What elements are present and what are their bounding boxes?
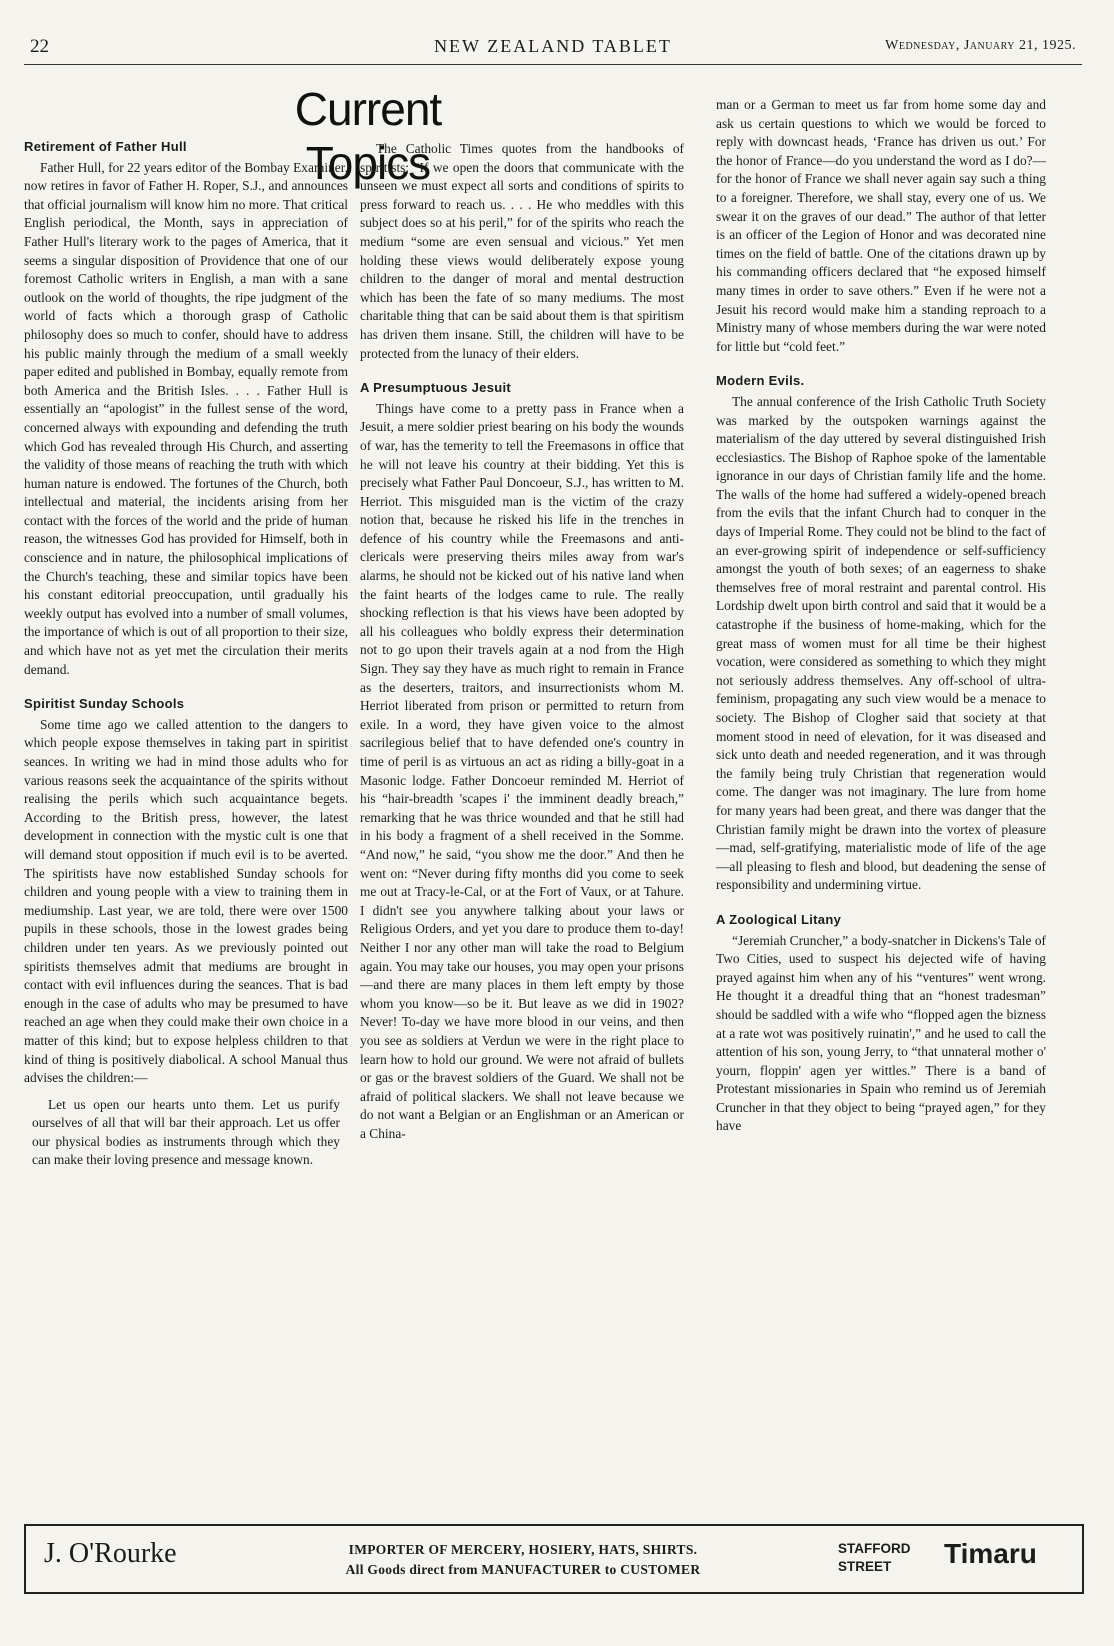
advertisement-line-2: All Goods direct from MANUFACTURER to CUSTOMER: [345, 1562, 701, 1577]
section-title: Current Topics: [294, 83, 442, 189]
article-body-litany: “Jeremiah Cruncher,” a body-snatcher in Dickens's Tale of Two Cities, used to suspect his dejected wife of having prayed against him when any of his “ventures” went wrong. He thought it a dreadful thing that an “honest tradesman” should be saddled with a wife who “flopped agen the bizness at a rate wot was positively ruinatin',” and he used to call the attention of his son, young Jerry, to “that unnateral mother o' yourn, floppin' agen yer wittles.” There is a band of Protestant missionaries in Spain who remind us of Jeremiah Cruncher in that they object to being “prayed agen,” for they have: [716, 932, 1046, 1134]
street-line-2: STREET: [838, 1559, 892, 1574]
article-body-spiritist-cont: The Catholic Times quotes from the handbooks of spiritists: “If we open the doors that communicate with the unseen we must expect all sorts and conditions of spirits to press forward to reach us. . . . He who meddles with this subject does so at his peril,” for of the spirits who reach the medium “some are even sensual and vicious.” Yet men holding these views would deliberately expose young children to the danger of moral and mental destruction which has been the fate of so many mediums. The most charitable thing that can be said about them is that spiritism has driven them insane. Still, the children will have to be protected from the lunacy of their elders.: [360, 141, 684, 361]
advertisement-city: Timaru: [944, 1538, 1037, 1569]
column-2: [360, 140, 684, 1143]
article-heading-hull: Retirement of Father Hull: [24, 139, 187, 154]
article-body-jesuit-cont: man or a German to meet us far from home some day and ask us certain questions to which we would be forced to reply with downcast heads, ‘France has driven us out.’ For the honor of France—do you understand the word as I do?—for the honor of France we shall never again say such a thing to a foreigner. Therefore, we shall stay, every one of us. We swear it on the graves of our dead.” The author of that letter is an officer of the Legion of Honor and was decorated nine times on the field of battle. One of the citations drawn up by his commanding officers declared that “he exposed himself many times in order to save others.” Even if he were not a Jesuit his record would make him a standing reproach to a Ministry many of whose members during the war were noted for little but “cold feet.”: [716, 97, 1046, 354]
street-line-1: STAFFORD: [838, 1541, 911, 1556]
article-body-spiritist: Some time ago we called attention to the dangers to which people expose themselves in taking part in spiritist seances. In writing we had in mind those adults who for various reasons seek the acquaintance of the spirits without realising the perils which such acquaintance begets. According to the British press, however, the latest development in connection with the mystic cult is one that will demand stout opposition if much evil is to be averted. The spiritists have now established Sunday schools for children and young people with a view to training them in mediumship. Last year, we are told, there were over 1500 pupils in these schools, those in the lowest grades being children under ten years. As we previously pointed out spiritists themselves admit that mediums are brought in contact with evil influences during the seances. That is bad enough in the case of adults who may be presumed to have reached an age when they could make their own choice in a matter of this kind; but to expose helpless children to that kind of thing is positively diabolical. A school Manual thus advises the children:—: [24, 716, 348, 1086]
article-heading-modern: Modern Evils.: [716, 373, 805, 389]
column-1: [24, 138, 348, 1170]
advertisement-box: [24, 1524, 1084, 1594]
article-body-jesuit: Things have come to a pretty pass in France when a Jesuit, a mere soldier priest bearing on his body the wounds of war, has the temerity to tell the Freemasons in office that he will not leave his country at their bidding. Yet this is precisely what Father Paul Doncoeur, S.J., has written to M. Herriot. This misguided man is the victim of the crazy notion that, because he risked his life in the trenches in defence of his country while the Freemasons and anti-clericals were preserving theirs miles away from war's alarms, he should not be kicked out of his native land when the faint hearts of the lodges came to rule. The really shocking reflection is that his views have been adopted by all his colleagues who boldly express their determination not to go upon their travels again at a nod from the High Sign. They say they have as much right to remain in France as the deserters, traitors, and insurrectionists whom M. Herriot liberated from prison or permitted to return from exile. In a word, they have given voice to the almost sacrilegious belief that to have defended one's country in time of peril is as virtuous an act as riding a billy-goat in a Masonic lodge. Father Doncoeur reminded M. Herriot of his “hair-breadth 'scapes i' the imminent deadly breach,” remarking that he was thrice wounded and that he still had in his body a fragment of a shell received in the Somme. “And now,” he said, “you show me the door.” And then he went on: “Never during fifty months did you come to seek me out at Tracy-le-Cal, or at the Fort of Vaux, or at Tahure. I didn't see you anywhere talking about your laws or Religious Orders, and yet you dare to produce them to-day! Neither I nor any other man will take the road to Belgium again. You may take our houses, you may open your prisons—and there are many places in them left empty by those whom you know—so be it. But leave as we did in 1902? Never! To-day we have more blood in our veins, and then you see as soldiers at Verdun we were in the right place to learn how to hold our ground. We were not afraid of bullets or gas or the bravest soldiers of the Guard. We shall not be afraid of political slackers. We shall not leave because we do not want a Belgian or an Englishman or an American or a China-: [360, 400, 684, 1141]
advertisement-line-1: IMPORTER OF MERCERY, HOSIERY, HATS, SHIRTS.: [348, 1542, 698, 1557]
article-heading-spiritist: Spiritist Sunday Schools: [24, 696, 185, 712]
article-heading-litany: A Zoological Litany: [716, 911, 842, 927]
article-body-modern: The annual conference of the Irish Catholic Truth Society was marked by the outspoken warnings against the materialism of the day uttered by several distinguished Irish ecclesiastics. The Bishop of Raphoe spoke of the lamentable ignorance in our days of Christian family life and the home. The walls of the home had suffered a widely-opened breach from the evils that the infant Church had to conquer in the days of Imperial Rome. They could not be blind to the fact of an ever-growing spirit of independence or self-sufficiency amongst the youth of both sexes; of an eagerness to shake themselves free of moral restraint and parental control. His Lordship dwelt upon birth control and said that it would be a catastrophe if the business of home-making, which for the great mass of women must for all time be their highest vocation, were considered as something to which they might not seriously address themselves. Any off-school of ultra-feminism, propagating any such view would be a menace to society. The Bishop of Clogher said that society at that moment stood in need of elevation, for it was diseased and sick unto death and needed regeneration, and it was through the family being truly Christian that regeneration would come. The danger was not imaginary. The lure from home for many years had been great, and there was danger that the Christian family might be drawn into the vortex of pleasure—mad, self-gratifying, materialistic mode of life of the age—all pleasing to flesh and blood, but deadening the sense of responsibility and undermining virtue.: [716, 393, 1046, 893]
issue-date: Wednesday, January 21, 1925.: [885, 38, 1076, 53]
advertiser-name: J. O'Rourke: [44, 1538, 177, 1569]
article-quote-spiritist: Let us open our hearts unto them. Let us purify ourselves of all that will bar their approach. Let us offer our physical bodies as instruments through which they can make their loving presence and message known.: [32, 1096, 340, 1168]
column-3: [716, 96, 1046, 1136]
page-number: 22: [30, 36, 49, 57]
advertisement-street: [838, 1540, 911, 1576]
publication-title: NEW ZEALAND TABLET: [434, 36, 672, 56]
article-body-hull: Father Hull, for 22 years editor of the Bombay Examiner, now retires in favor of Father H. Roper, S.J., and announces that official journalism will know him no more. That critical English periodical, the Month, says in appreciation of Father Hull's literary work to the pages of America, that it seems a singular disposition of Providence that one of our foremost Catholic writers in English, a man with a sane outlook on the world of thoughts, the ripe judgment of the world of facts which a thorough grasp of Catholic philosophy does so much to confer, should have to address his public mainly through the medium of a small weekly paper edited and published in Bombay, equally remote from both America and the British Isles. . . . Father Hull is essentially an “apologist” in the fullest sense of the word, concerned always with expounding and defending the truth which God has revealed through His Church, and asserting the validity of those means of reaching the truth with which human nature is endowed. The fortunes of the Church, both intellectual and material, the incidents arising from her contact with the forces of the world and the pride of human reason, the witnesses God has provided for Himself, both in conscience and in nature, the philosophical implications of the Church's teaching, these and similar topics have been his constant editorial preoccupation, until gradually his weekly output has evolved into a number of small volumes, the importance of which is out of all proportion to their size, and which have not as yet met the circulation their merits demand.: [24, 159, 348, 677]
article-heading-jesuit: A Presumptuous Jesuit: [360, 380, 512, 396]
page-header: [24, 36, 1082, 65]
advertisement-text: [308, 1540, 738, 1580]
